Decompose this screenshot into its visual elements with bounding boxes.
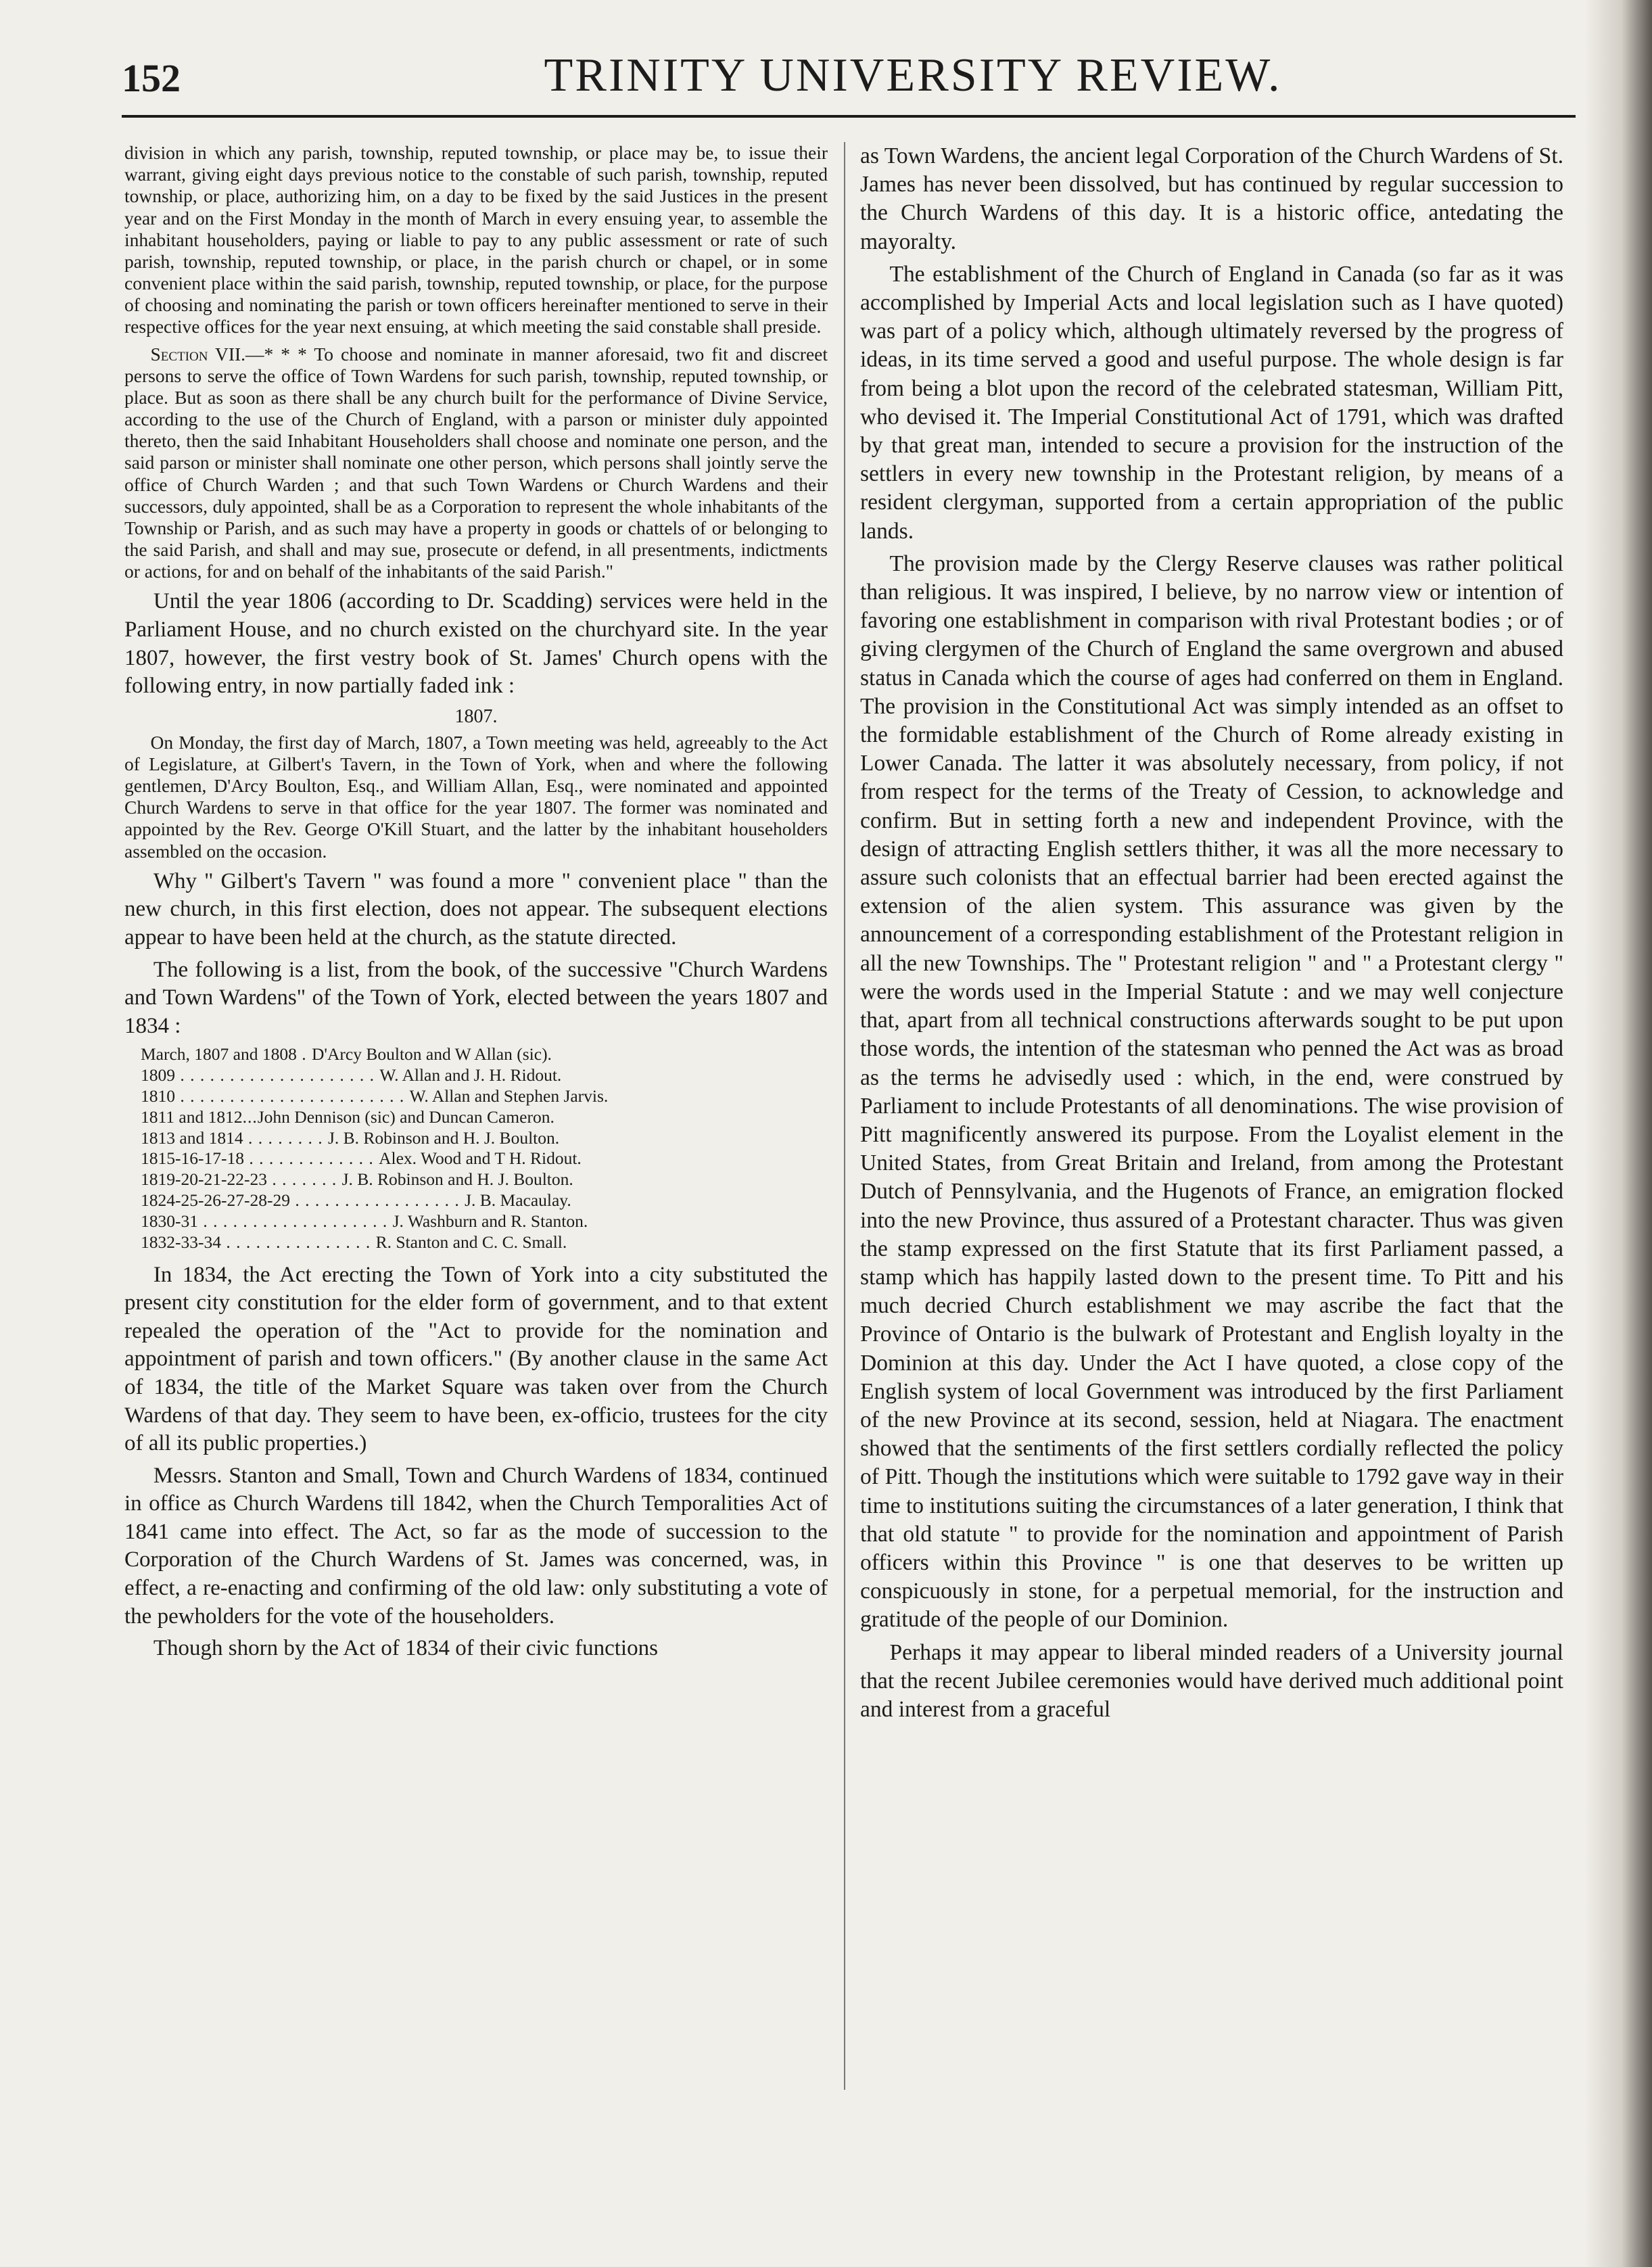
warden-names: J. B. Robinson and H. J. Boulton.	[327, 1127, 560, 1148]
warden-names: John Dennison (sic) and Duncan Cameron.	[257, 1106, 554, 1127]
right-column	[860, 142, 1563, 2198]
vestry-entry-heading: 1807.	[454, 705, 498, 727]
warden-years: 1830-31	[141, 1211, 198, 1231]
paragraph: Messrs. Stanton and Small, Town and Church Wardens of 1834, continued in office as Church Wardens till 1842, when the Church Temporalities Act of 1841 came into effect. The Act, so far as the mode of succession to the Corporation of the Church Wardens of St. James was concerned, was, in effect, a re-enacting and confirming of the old law: only substituting a vote of the pewholders for the vote of the householders.	[124, 1463, 828, 1629]
warden-row	[141, 1148, 828, 1169]
warden-names: J. Washburn and R. Stanton.	[392, 1211, 588, 1231]
warden-leader: ...	[242, 1106, 258, 1127]
warden-leader: . . . . . . . . . . . . . . . . .	[289, 1190, 465, 1211]
paragraph: The following is a list, from the book, of the successive "Church Wardens and Town Wardens" of the Town of York, elected between the years 1807 and 1834 :	[124, 957, 828, 1038]
warden-names: R. Stanton and C. C. Small.	[375, 1232, 567, 1252]
warden-years: March, 1807 and 1808	[141, 1044, 297, 1065]
left-column	[124, 142, 828, 2198]
warden-names: J. B. Macaulay.	[465, 1190, 571, 1211]
page-number: 152	[122, 56, 181, 100]
journal-title: TRINITY UNIVERSITY REVIEW.	[544, 49, 1282, 101]
warden-years: 1810	[141, 1085, 175, 1106]
warden-leader: . . . . . . . . . . . . . . . . . . .	[198, 1211, 393, 1231]
paragraph: In 1834, the Act erecting the Town of York into a city substituted the present city constitution for the elder form of government, and to that extent repealed the operation of the "Act to provide for the nomination and appointment of parish and town officers." (By another clause in the same Act of 1834, the title of the Market Square was taken over from the Church Wardens of that day. They seem to have been, ex-officio, trustees for the city of all its public properties.)	[124, 1262, 828, 1456]
paragraph: The provision made by the Clergy Reserve clauses was rather political than religious. It was inspired, I believe, by no narrow view or intention of favoring one establishment in comparison with rival Protestant bodies ; or of giving clergymen of the Church of England the same overgrown and abused status in Canada which the course of ages had conferred on them in England. The provision in the Constitutional Act was simply intended as an offset to the formidable establishment of the Church of Rome already existing in Lower Canada. The latter it was absolutely necessary, from policy, if not from respect for the terms of the Treaty of Cession, to acknowledge and confirm. But in setting forth a new and independent Province, with the design of attracting English settlers thither, it was all the more necessary to assure such colonists that an effectual barrier had been erected against the extension of the alien system. This assurance was given by the announcement of a corresponding establishment of the Protestant religion in all the new Townships. The " Protestant religion " and " a Protestant clergy " were the words used in the Imperial Statute : and we may well conjecture that, apart from all technical constructions afterwards sought to be put upon those words, the intention of the statesman who penned the Act was as broad as the terms he advisedly used : which, in the end, were construed by Parliament to include Protestants of all denominations. The wise provision of Pitt magnificently answered its purpose. From the Loyalist element in the United States, from Great Britain and Ireland, from among the Protestant Dutch of Pennsylvania, and the Hugenots of France, an emigration flocked into the new Province, thus assured of a Protestant character. Thus was given the stamp expressed on the first Statute that its first Parliament passed, a stamp which has happily lasted down to the present time. To Pitt and his much decried Church establishment we may ascribe the fact that the Province of Ontario is the bulwark of Protestant and English loyalty in the Dominion at this day. Under the Act I have quoted, a close copy of the English system of local Government was introduced by the first Parliament of the new Province at its second, session, held at Niagara. The enactment showed that the sentiments of the first settlers cordially reflected the policy of Pitt. Though the institutions which were suitable to 1792 gave way in their time to institutions suiting the circumstances of a later generation, I think that that old statute " to provide for the nomination and appointment of Parish officers within this Province " is one that deserves to be written up conspicuously in stone, for a perpetual memorial, for the instruction and gratitude of the people of our Dominion.	[860, 551, 1563, 1633]
section-vii-text: To choose and nominate in manner aforesaid, two fit and discreet persons to serve the office of Town Wardens for such parish, township, reputed township, or place. But as soon as there shall be any church built for the performance of Divine Service, according to the use of the Church of England, with a parson or minister duly appointed thereto, then the said Inhabitant Householders shall choose and nominate one person, and the said parson or minister shall nominate one other person, which persons shall jointly serve the office of Church Warden ; and that such Town Wardens or Church Wardens and their successors, duly appointed, shall be as a Corporation to represent the whole inhabitants of the Township or Parish, and as such may have a property in goods or chattels of or belonging to the said Parish, and shall and may sue, prosecute or defend, in all presentments, indictments or actions, for and on behalf of the inhabitants of the said Parish."	[124, 343, 828, 582]
section-label: Section VII.—* * *	[150, 343, 307, 365]
warden-leader: . . . . . . . . . . . . . . . . . . . . . . .	[175, 1085, 410, 1106]
warden-names: D'Arcy Boulton and W Allan (sic).	[312, 1044, 552, 1065]
paragraph: Perhaps it may appear to liberal minded readers of a University journal that the recent Jubilee ceremonies would have derived much additional point and interest from a graceful	[860, 1639, 1563, 1722]
warden-row	[141, 1190, 828, 1211]
warden-years: 1824-25-26-27-28-29	[141, 1190, 290, 1211]
warden-names: W. Allan and J. H. Ridout.	[379, 1065, 562, 1085]
statute-quote-section-vii	[124, 344, 828, 583]
paragraph: as Town Wardens, the ancient legal Corporation of the Church Wardens of St. James has never been dissolved, but has continued by regular succession to the Church Wardens of this day. It is a historic office, antedating the mayoralty.	[860, 143, 1563, 254]
warden-leader: . . . . . . . .	[243, 1127, 328, 1148]
warden-row	[141, 1169, 828, 1190]
paragraph: Until the year 1806 (according to Dr. Scadding) services were held in the Parliament House, and no church existed on the churchyard site. In the year 1807, however, the first vestry book of St. James' Church opens with the following entry, in now partially faded ink :	[124, 589, 828, 699]
warden-row	[141, 1086, 828, 1107]
vestry-entry-text: On Monday, the first day of March, 1807, a Town meeting was held, agreeably to the Act of Legislature, at Gilbert's Tavern, in the Town of York, when and where the following gentlemen, D'Arcy Boulton, Esq., and William Allan, Esq., were nominated and appointed Church Wardens to serve in that office for the year 1807. The former was nominated and appointed by the Rev. George O'Kill Stuart, and the latter by the inhabitant householders assembled on the occasion.	[124, 731, 828, 862]
warden-years: 1819-20-21-22-23	[141, 1169, 267, 1190]
warden-leader: . . . . . . . . . . . . . . . . . . . .	[175, 1065, 380, 1085]
warden-row	[141, 1232, 828, 1253]
warden-leader: .	[296, 1044, 312, 1065]
warden-row	[141, 1211, 828, 1232]
warden-years: 1813 and 1814	[141, 1127, 243, 1148]
paragraph: The establishment of the Church of England in Canada (so far as it was accomplished by Imperial Acts and local legislation such as I have quoted) was part of a policy which, although ultimately reversed by the progress of ideas, in its time served a good and useful purpose. The whole design is far from being a blot upon the record of the celebrated statesman, William Pitt, who devised it. The Imperial Constitutional Act of 1791, which was drafted by that great man, intended to secure a provision for the instruction of the settlers in every new township in the Protestant religion, by means of a resident clergyman, supported from a certain appropriation of the public lands.	[860, 261, 1563, 544]
warden-names: W. Allan and Stephen Jarvis.	[409, 1085, 609, 1106]
warden-row	[141, 1065, 828, 1086]
warden-leader: . . . . . . .	[266, 1169, 342, 1190]
warden-years: 1811 and 1812	[141, 1106, 243, 1127]
warden-leader: . . . . . . . . . . . . . . .	[220, 1232, 376, 1252]
warden-years: 1815-16-17-18	[141, 1148, 244, 1169]
wardens-list	[141, 1044, 828, 1253]
warden-years: 1809	[141, 1065, 175, 1085]
warden-years: 1832-33-34	[141, 1232, 221, 1252]
warden-row	[141, 1044, 828, 1065]
column-divider	[844, 142, 845, 2090]
page-binding-shadow	[1584, 0, 1652, 2267]
statute-quote-continued: division in which any parish, township, reputed township, or place may be, to issue their warrant, giving eight days previous notice to the constable of such parish, township, reputed township, or place, authorizing him, on a day to be fixed by the said Justices in the present year and on the First Monday in the month of March in every ensuing year, to assemble the inhabitant householders, paying or liable to pay to any public assessment or rate of such parish, township, reputed township, or place, in the parish church or chapel, or in some convenient place within the said parish, township, reputed township, or place, for the purpose of choosing and nominating the parish or town officers hereinafter mentioned to serve in their respective offices for the year next ensuing, at which meeting the said constable shall preside.	[124, 142, 828, 337]
header-rule	[122, 115, 1576, 118]
warden-names: J. B. Robinson and H. J. Boulton.	[341, 1169, 573, 1190]
warden-names: Alex. Wood and T H. Ridout.	[379, 1148, 582, 1169]
paragraph: Why " Gilbert's Tavern " was found a more " convenient place " than the new church, in this first election, does not appear. The subsequent elections appear to have been held at the church, as the statute directed.	[124, 868, 828, 950]
warden-row	[141, 1107, 828, 1128]
warden-row	[141, 1128, 828, 1149]
warden-leader: . . . . . . . . . . . . .	[243, 1148, 379, 1169]
paragraph: Though shorn by the Act of 1834 of their civic functions	[153, 1636, 658, 1661]
